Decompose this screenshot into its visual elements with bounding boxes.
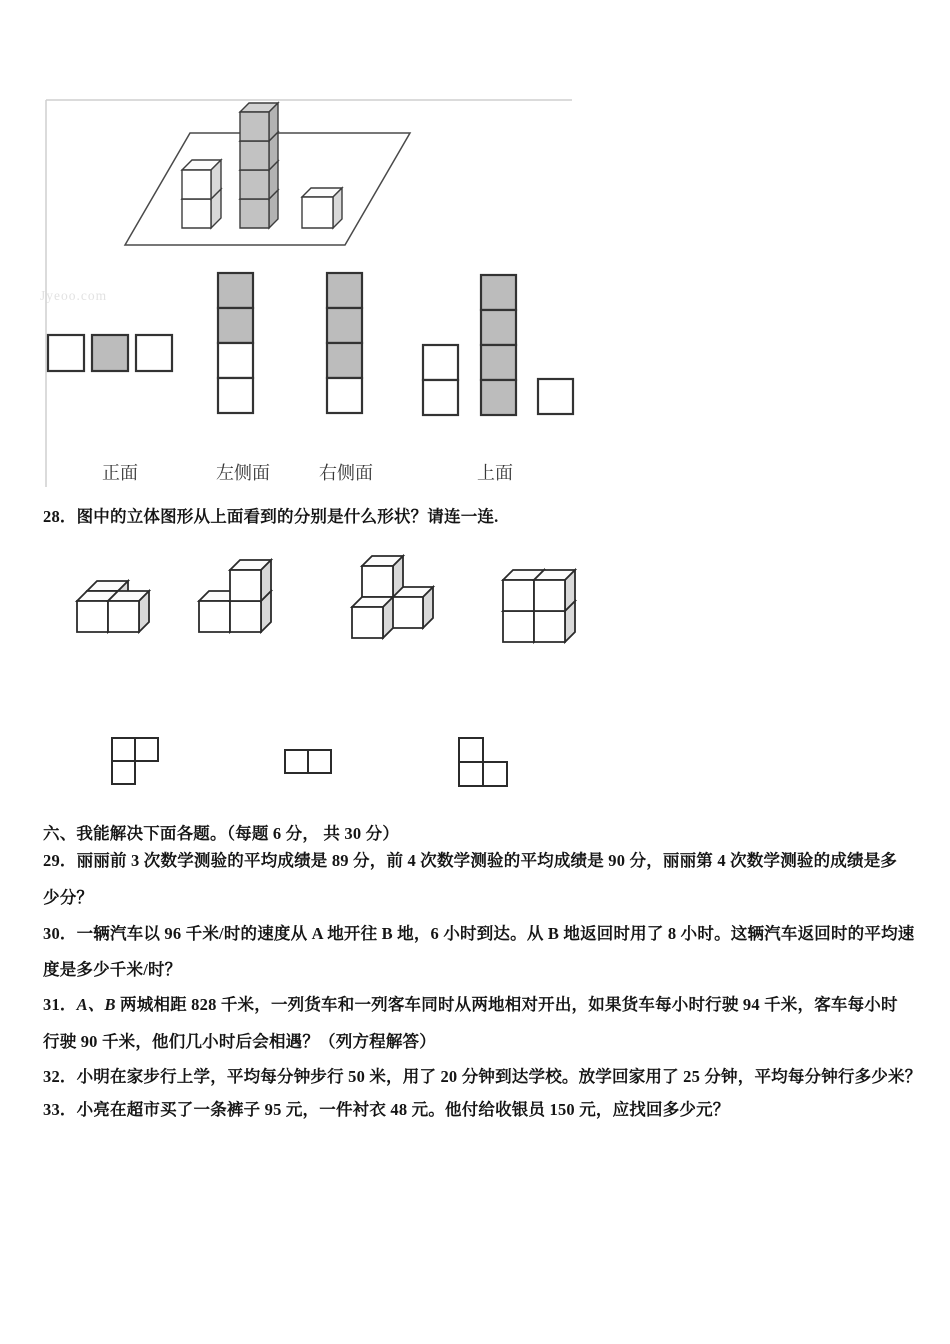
question-32-text: 32．小明在家步行上学，平均每分钟步行 50 米，用了 20 分钟到达学校。放学回家用了 25 分钟，平均每分钟行多少米？ xyxy=(43,1067,922,1086)
watermark: Jyeoo.com xyxy=(40,288,108,303)
question-28-number: 28． xyxy=(43,507,77,526)
view-label-top: 上面 xyxy=(477,463,513,483)
question-31-number: 31． xyxy=(43,995,77,1014)
question-31-line-2: 行驶 90 千米，他们几小时后会相遇？（列方程解答） xyxy=(43,1032,436,1051)
view-label-left-side: 左侧面 xyxy=(216,463,270,483)
view-label-front: 正面 xyxy=(102,463,138,483)
question-33-text: 33．小亮在超市买了一条裤子 95 元，一件衬衣 48 元。他付给收银员 150 元，应找回多少元？ xyxy=(43,1100,730,1119)
question-31-cities: A、B xyxy=(76,995,116,1014)
question-28-text xyxy=(43,507,498,527)
question-28-body: 图中的立体图形从上面看到的分别是什么形状？请连一连. xyxy=(76,507,499,526)
question-31-line-1 xyxy=(43,995,898,1015)
question-30-line-2: 度是多少千米/时？ xyxy=(43,960,182,979)
question-29-line-2: 少分？ xyxy=(43,888,94,907)
section-6-header: 六、我能解决下面各题。（每题 6 分， 共 30 分） xyxy=(43,824,400,843)
question-30-line-1: 30．一辆汽车以 96 千米/时的速度从 A 地开往 B 地，6 小时到达。从 B 地返回时用了 8 小时。这辆汽车返回时的平均速 xyxy=(43,924,915,943)
view-label-right-side: 右侧面 xyxy=(319,463,373,483)
question-31-rest: 两城相距 828 千米，一列货车和一列客车同时从两地相对开出，如果货车每小时行驶 94 千米，客车每小时 xyxy=(115,995,898,1014)
question-29-line-1: 29．丽丽前 3 次数学测验的平均成绩是 89 分，前 4 次数学测验的平均成绩是 90 分，丽丽第 4 次数学测验的成绩是多 xyxy=(43,851,898,870)
